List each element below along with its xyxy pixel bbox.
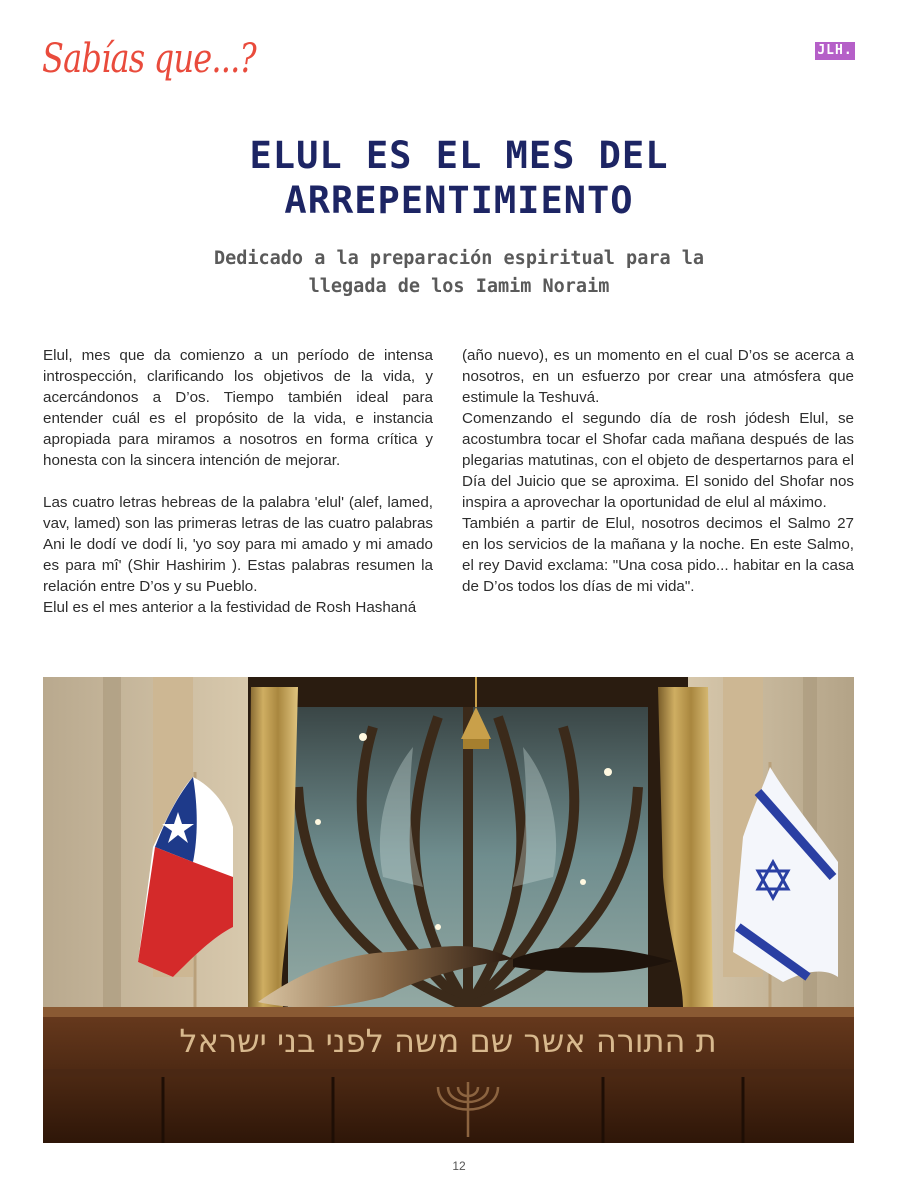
paragraph: Comenzando el segundo día de rosh jódesh Elul, se acostumbra tocar el Shofar cada mañana después de las plegarias matutinas, con el objeto de despertarnos para el Día del Juicio que se aproxima. El sonido del Shofar nos inspira a aprovechar la oportunidad de elul al máximo. (462, 410, 854, 511)
article-column-left (43, 345, 433, 618)
article-subtitle (150, 245, 768, 301)
ark-inscription: ת התורה אשר שם משה לפני בני ישראל (179, 1022, 717, 1060)
title-line-1: ELUL ES EL MES DEL (249, 134, 669, 177)
paragraph: Elul es el mes anterior a la festividad de Rosh Hashaná (43, 599, 417, 616)
subtitle-line-1: Dedicado a la preparación espiritual para la (213, 248, 705, 269)
paragraph: También a partir de Elul, nosotros decimos el Salmo 27 en los servicios de la mañana y la noche. En este Salmo, el rey David exclama: "Una cosa pido... habitar en la casa de D’os todos los días de mi vida". (462, 515, 854, 595)
page-number: 12 (452, 1159, 466, 1173)
paragraph: Elul, mes que da comienzo a un período de intensa introspección, clarificando los objetivos de la vida, y acercándonos a D’os. Tiempo también ideal para entender cuál es el propósito de la vida, e instancia apropiada para miramos a nosotros en forma crítica y honesta con la sincera intención de mejorar. (43, 347, 433, 469)
article-column-right (462, 345, 854, 597)
paragraph: Las cuatro letras hebreas de la palabra 'elul' (alef, lamed, vav, lamed) son las primeras letras de las cuatro palabras Ani le dodí ve dodí li, 'yo soy para mi amado y mi amado es para mî' (Shir Hashirim ). Estas palabras resumen la relación entre D’os y su Pueblo. (43, 494, 433, 595)
article-title (120, 133, 798, 223)
title-line-2: ARREPENTIMIENTO (284, 179, 634, 222)
synagogue-photo (43, 677, 854, 1143)
section-label: Sabías que...? (42, 36, 256, 82)
publication-badge: JLH. (815, 42, 855, 60)
paragraph: (año nuevo), es un momento en el cual D’os se acerca a nosotros, en un esfuerzo por crear una atmósfera que estimule la Teshuvá. (462, 347, 854, 406)
subtitle-line-2: llegada de los Iamim Noraim (308, 276, 610, 297)
